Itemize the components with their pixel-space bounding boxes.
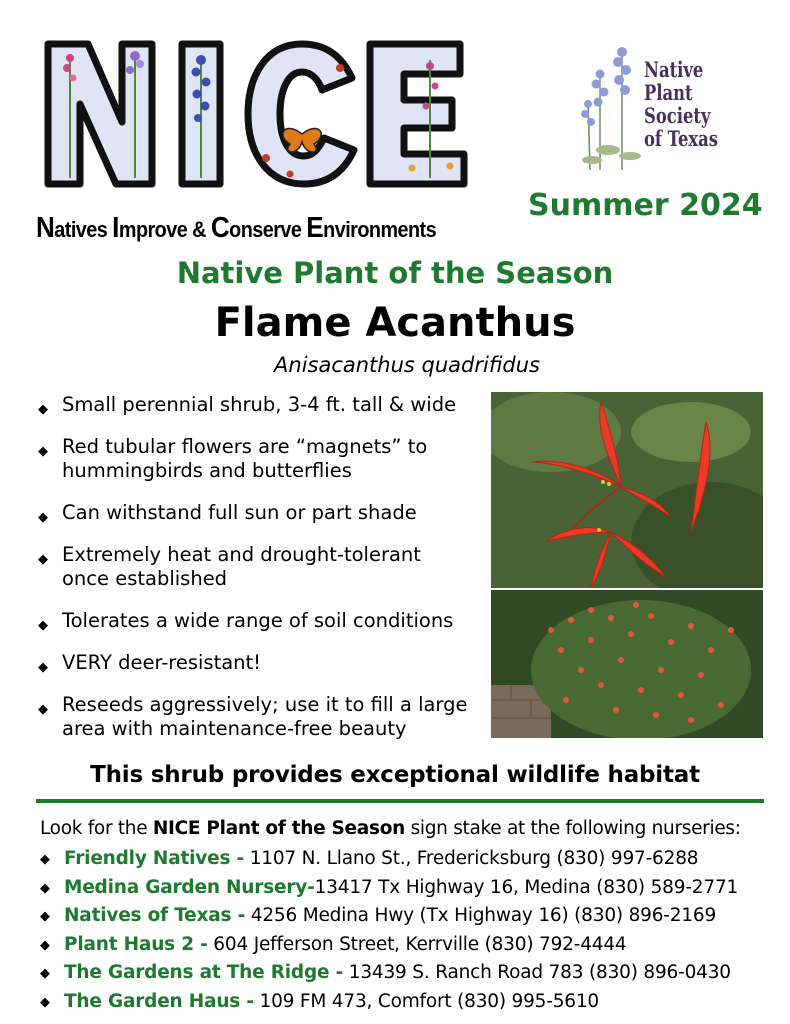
list-item: ◆ Medina Garden Nursery-13417 Tx Highway 16, Medina (830) 589-2771 xyxy=(40,874,780,903)
diamond-bullet-icon: ◆ xyxy=(40,966,50,981)
diamond-bullet-icon: ◆ xyxy=(40,852,50,867)
list-item: ◆ Small perennial shrub, 3-4 ft. tall & wide xyxy=(38,393,498,417)
list-item: ◆ The Gardens at The Ridge - 13439 S. Ranch Road 783 (830) 896-0430 xyxy=(40,959,780,988)
list-item: ◆ Tolerates a wide range of soil conditions xyxy=(38,609,498,633)
scientific-name: Anisacanthus quadrifidus xyxy=(274,353,540,377)
shrub-photo xyxy=(491,590,763,738)
diamond-bullet-icon: ◆ xyxy=(38,444,48,459)
plant-facts-list xyxy=(38,393,498,759)
list-item: ◆ Plant Haus 2 - 604 Jefferson Street, Kerrville (830) 792-4444 xyxy=(40,931,780,960)
list-item: ◆ Reseeds aggressively; use it to fill a large area with maintenance-free beauty xyxy=(38,693,468,740)
diamond-bullet-icon: ◆ xyxy=(40,909,50,924)
diamond-bullet-icon: ◆ xyxy=(38,702,48,717)
diamond-bullet-icon: ◆ xyxy=(40,937,50,953)
list-item: ◆ Extremely heat and drought-tolerant once established xyxy=(38,543,421,590)
monarch-butterfly xyxy=(283,128,321,152)
list-item: ◆ VERY deer-resistant! xyxy=(38,651,498,675)
logo-tagline: Natives Improve & Conserve Environments xyxy=(36,212,437,244)
bluebonnet-icon xyxy=(578,40,648,180)
list-item: ◆ The Garden Haus - 109 FM 473, Comfort (830) 995-5610 xyxy=(40,988,780,1017)
native-plant-society-logo xyxy=(578,40,738,180)
diamond-bullet-icon: ◆ xyxy=(38,618,48,633)
society-logo-text: Native Plant Society of Texas xyxy=(644,57,719,151)
nice-logo xyxy=(40,38,495,190)
list-item: ◆ Can withstand full sun or part shade xyxy=(38,501,498,525)
plant-name-title: Flame Acanthus xyxy=(214,300,576,346)
diamond-bullet-icon: ◆ xyxy=(38,402,48,417)
diamond-bullet-icon: ◆ xyxy=(38,660,48,675)
season-label: Summer 2024 xyxy=(528,188,763,223)
diamond-bullet-icon: ◆ xyxy=(40,880,50,896)
list-item: ◆ Natives of Texas - 4256 Medina Hwy (Tx Highway 16) (830) 896-2169 xyxy=(40,902,780,931)
nurseries-intro: Look for the NICE Plant of the Season sign stake at the following nurseries: xyxy=(40,818,741,839)
habitat-statement: This shrub provides exceptional wildlife habitat xyxy=(90,762,700,788)
diamond-bullet-icon: ◆ xyxy=(40,994,50,1010)
list-item: ◆ Friendly Natives - 1107 N. Llano St., Fredericksburg (830) 997-6288 xyxy=(40,845,780,874)
list-item: ◆ Red tubular flowers are “magnets” to hummingbirds and butterflies xyxy=(38,435,428,482)
nursery-list xyxy=(40,845,780,1016)
diamond-bullet-icon: ◆ xyxy=(38,510,48,525)
section-subhead: Native Plant of the Season xyxy=(176,256,614,290)
divider xyxy=(36,799,764,803)
diamond-bullet-icon: ◆ xyxy=(38,552,48,567)
flower-closeup-photo xyxy=(491,392,763,588)
